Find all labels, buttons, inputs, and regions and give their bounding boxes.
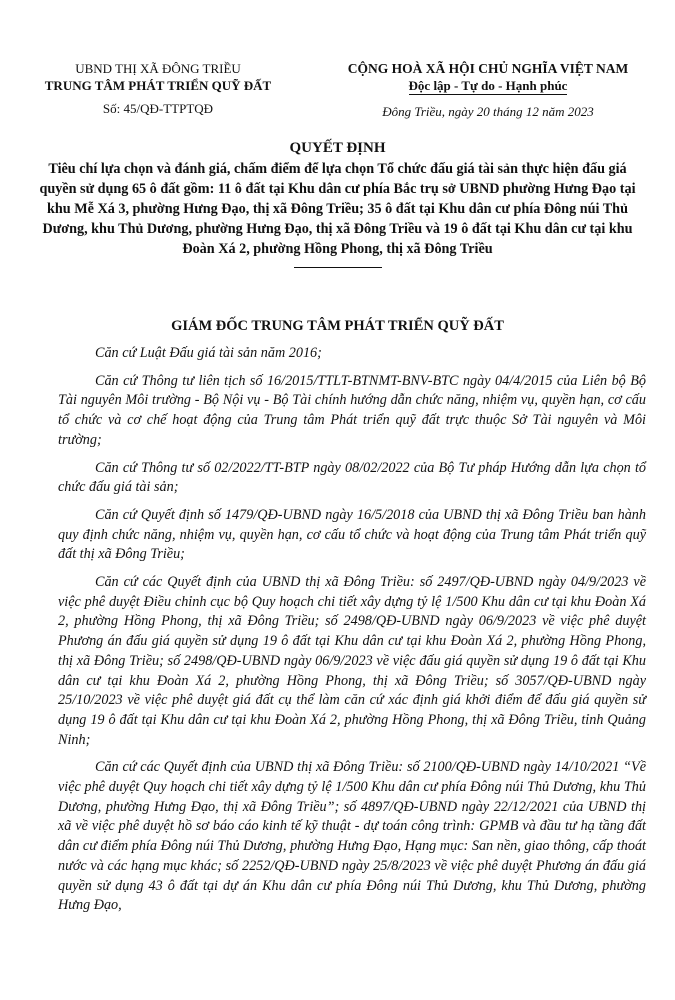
legal-basis-paragraph: Căn cứ Thông tư liên tịch số 16/2015/TTLT-BTNMT-BNV-BTC ngày 04/4/2015 của Liên bộ Bộ Tài nguyên Môi trường - Bộ Nội vụ - Bộ Tài chính hướng dẫn chức năng, nhiệm vụ, quyền hạn, cơ cấu tổ chức và cơ chế hoạt động của Trung tâm Phát triển quỹ đất trực thuộc Sở Tài nguyên và Môi trường; xyxy=(58,372,646,448)
legal-basis-paragraph: Căn cứ Quyết định số 1479/QĐ-UBND ngày 16/5/2018 của UBND thị xã Đông Triều ban hành quy định chức năng, nhiệm vụ, quyền hạn, cơ cấu tổ chức và hoạt động của Trung tâm Phát triển quỹ đất thị xã Đông Triều; xyxy=(58,506,646,563)
parent-organization: UBND THỊ XÃ ĐÔNG TRIỀU xyxy=(75,61,241,76)
national-title: CỘNG HOÀ XÃ HỘI CHỦ NGHĨA VIỆT NAM xyxy=(347,61,629,76)
national-heading-block xyxy=(318,60,658,120)
decision-title-block xyxy=(30,138,645,268)
document-number: Số: 45/QĐ-TTPTQĐ xyxy=(102,101,214,116)
legal-basis-paragraph: Căn cứ Luật Đấu giá tài sản năm 2016; xyxy=(95,345,322,361)
decision-subject: Tiêu chí lựa chọn và đánh giá, chấm điểm để lựa chọn Tổ chức đấu giá tài sản thực hiện đấu giá quyền sử dụng 65 ô đất gồm: 11 ô đất tại Khu dân cư phía Bắc trụ sở UBND phường Hưng Đạo tại khu Mễ Xá 3, phường Hưng Đạo, thị xã Đông Triều; 35 ô đất tại Khu dân cư phía Đông núi Thủ Dương, khu Thủ Dương, phường Hưng Đạo, thị xã Đông Triều và 19 ô đất tại Khu dân cư tại khu Đoàn Xá 2, phường Hồng Phong, thị xã Đông Triều xyxy=(39,161,636,257)
legal-basis-body xyxy=(58,344,646,924)
issuing-agency-block xyxy=(28,60,288,117)
issuer-title: GIÁM ĐỐC TRUNG TÂM PHÁT TRIỂN QUỸ ĐẤT xyxy=(171,318,504,334)
national-motto: Độc lập - Tự do - Hạnh phúc xyxy=(408,78,568,93)
organization-name: TRUNG TÂM PHÁT TRIỂN QUỸ ĐẤT xyxy=(44,78,272,93)
legal-basis-paragraph: Căn cứ các Quyết định của UBND thị xã Đông Triều: số 2100/QĐ-UBND ngày 14/10/2021 “Về việc phê duyệt Quy hoạch chi tiết xây dựng tỷ lệ 1/500 Khu dân cư phía Đông núi Thủ Dương, khu Thủ Dương, phường Hưng Đạo, thị xã Đông Triều”; số 4897/QĐ-UBND ngày 22/12/2021 của UBND thị xã về việc phê duyệt hồ sơ báo cáo kinh tế kỹ thuật - dự toán công trình: GPMB và đầu tư hạ tầng đất dân cư điểm phía Đông núi Thủ Dương, phường Hưng Đạo, Hạng mục: San nền, giao thông, cấp thoát nước và các hạng mục khác; số 2252/QĐ-UBND ngày 25/8/2023 về việc phê duyệt Phương án đấu giá quyền sử dụng 43 ô đất tại dự án Khu dân cư phía Đông núi Thủ Dương, khu Thủ Dương, phường Hưng Đạo, xyxy=(58,759,646,914)
document-type: QUYẾT ĐỊNH xyxy=(289,140,386,156)
legal-basis-paragraph: Căn cứ các Quyết định của UBND thị xã Đông Triều: số 2497/QĐ-UBND ngày 04/9/2023 về việc phê duyệt Điều chỉnh cục bộ Quy hoạch chi tiết xây dựng tỷ lệ 1/500 Khu dân cư tại khu Đoàn Xá 2, phường Hồng Phong, thị xã Đông Triều; số 2498/QĐ-UBND ngày 06/9/2023 về việc phê duyệt Phương án đấu giá quyền sử dụng 19 ô đất tại Khu dân cư tại khu Đoàn Xá 2, phường Hồng Phong, thị xã Đông Triều; số 2498/QĐ-UBND ngày 06/9/2023 về việc đấu giá quyền sử dụng 19 ô đất tại Khu dân cư tại khu Đoàn Xá 2, phường Hồng Phong, thị xã Đông Triều; số 3057/QĐ-UBND ngày 25/10/2023 về việc phê duyệt giá đất cụ thể làm căn cứ xác định giá khởi điểm để đấu giá quyền sử dụng 19 ô đất tại Khu dân cư tại khu Đoàn Xá 2, phường Hồng Phong, thị xã Đông Triều, tỉnh Quảng Ninh; xyxy=(58,574,646,748)
title-divider xyxy=(294,267,382,268)
legal-basis-paragraph: Căn cứ Thông tư số 02/2022/TT-BTP ngày 08/02/2022 của Bộ Tư pháp Hướng dẫn lựa chọn tổ chức đấu giá tài sản; xyxy=(58,459,646,496)
place-date: Đông Triều, ngày 20 tháng 12 năm 2023 xyxy=(382,104,594,119)
